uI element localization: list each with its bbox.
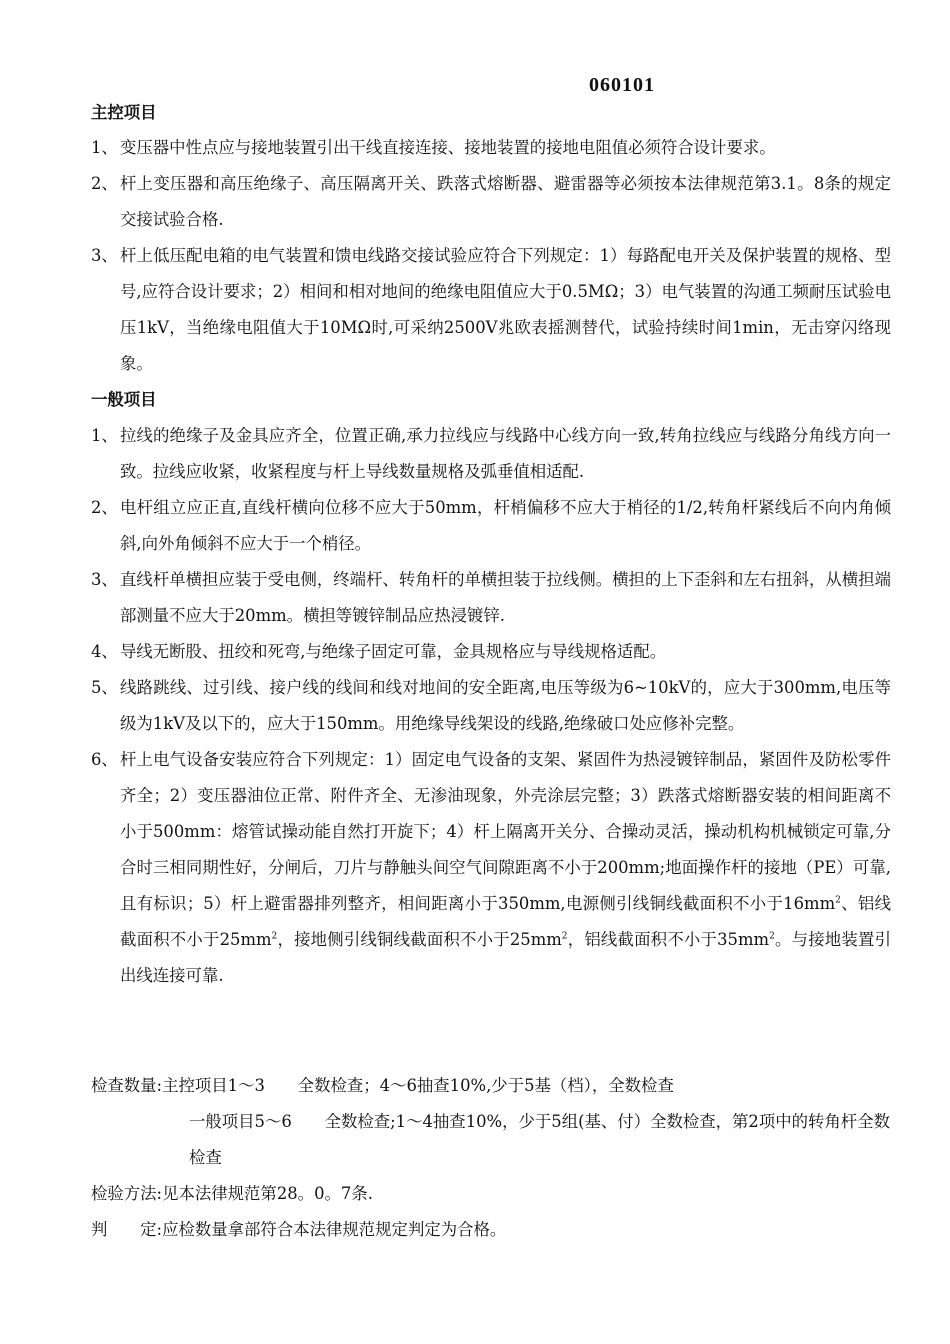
list-item xyxy=(91,742,891,994)
item-text-part: ，铝线截面积不小于35mm xyxy=(567,930,770,949)
item-number: 3、 xyxy=(91,570,118,589)
main-control-list xyxy=(91,130,891,382)
item-text: 线路跳线、过引线、接户线的线间和线对地间的安全距离,电压等级为6~10kV的，应大于300mm,电压等级为1kV及以下的，应大于150mm。用绝缘导线架设的线路,绝缘破口处应修补完整。 xyxy=(120,678,891,733)
item-number: 4、 xyxy=(91,642,118,661)
item-text: 直线杆单横担应装于受电侧，终端杆、转角杆的单横担装于拉线侧。横担的上下歪斜和左右扭斜，从横担端部测量不应大于20mm。横担等镀锌制品应热浸镀锌. xyxy=(120,570,891,625)
inspection-quantity-label: 检查数量: xyxy=(91,1076,163,1095)
inspection-quantity xyxy=(91,1068,891,1176)
superscript: 2 xyxy=(271,931,278,942)
judgment xyxy=(91,1212,891,1248)
superscript: 2 xyxy=(769,931,775,942)
item-number: 5、 xyxy=(91,678,118,697)
item-text xyxy=(120,742,891,994)
item-text: 杆上变压器和高压绝缘子、高压隔离开关、跌落式熔断器、避雷器等必须按本法律规范第3.1。8条的规定交接试验合格. xyxy=(120,174,891,229)
item-number: 6、 xyxy=(91,750,118,769)
item-text: 变压器中性点应与接地装置引出干线直接连接、接地装置的接地电阻值必须符合设计要求。 xyxy=(120,138,776,157)
list-item xyxy=(91,562,891,634)
item-number: 1、 xyxy=(91,426,118,445)
list-item xyxy=(91,418,891,490)
item-text: 杆上低压配电箱的电气装置和馈电线路交接试验应符合下列规定：1）每路配电开关及保护装置的规格、型号,应符合设计要求；2）相间和相对地间的绝缘电阻值应大于0.5MΩ；3）电气装置的沟通工频耐压试验电压1kV，当绝缘电阻值大于10MΩ时,可采纳2500V兆欧表摇测替代，试验持续时间1min，无击穿闪络现象。 xyxy=(120,246,891,373)
list-item xyxy=(91,490,891,562)
main-control-heading: 主控项目 xyxy=(91,103,157,122)
general-items-list xyxy=(91,418,891,994)
item-text-part: 。与接地装置引出线连接可靠. xyxy=(120,930,891,985)
general-items-heading: 一般项目 xyxy=(91,390,157,409)
item-number: 3、 xyxy=(91,246,118,265)
superscript: 2 xyxy=(561,931,568,942)
document-code: 060101 xyxy=(589,74,655,96)
item-text-part: 、铝线截面积不小于25mm xyxy=(120,894,892,949)
inspection-method-text: 见本法律规范第28。0。7条. xyxy=(162,1184,373,1203)
item-text: 拉线的绝缘子及金具应齐全，位置正确,承力拉线应与线路中心线方向一致,转角拉线应与线路分角线方向一致。拉线应收紧，收紧程度与杆上导线数量规格及弧垂值相适配. xyxy=(120,426,891,481)
item-number: 1、 xyxy=(91,138,118,157)
list-item xyxy=(91,238,891,382)
item-number: 2、 xyxy=(91,174,118,193)
item-text: 电杆组立应正直,直线杆横向位移不应大于50mm，杆梢偏移不应大于梢径的1/2,转角杆紧线后不向内角倾斜,向外角倾斜不应大于一个梢径。 xyxy=(120,498,891,553)
list-item xyxy=(91,130,891,166)
superscript: 2 xyxy=(835,895,841,906)
item-text: 导线无断股、扭绞和死弯,与绝缘子固定可靠，金具规格应与导线规格适配。 xyxy=(120,642,667,661)
list-item xyxy=(91,166,891,238)
inspection-method-label: 检验方法: xyxy=(91,1184,163,1203)
item-text-part: ，接地侧引线铜线截面积不小于25mm xyxy=(277,930,562,949)
list-item xyxy=(91,634,891,670)
judgment-label: 判 定: xyxy=(91,1220,163,1239)
judgment-text: 应检数量拿部符合本法律规范规定判定为合格。 xyxy=(162,1220,507,1239)
inspection-method xyxy=(91,1176,891,1212)
inspection-quantity-line2: 一般项目5～6 全数检查;1～4抽查10%，少于5组(基、付）全数检查，第2项中的转角杆全数检查 xyxy=(189,1112,890,1167)
item-number: 2、 xyxy=(91,498,118,517)
inspection-quantity-line1 xyxy=(91,1068,891,1104)
item-text-part: 杆上电气设备安装应符合下列规定：1）固定电气设备的支架、紧固件为热浸镀锌制品，紧固件及防松零件齐全；2）变压器油位正常、附件齐全、无渗油现象，外壳涂层完整；3）跌落式熔断器安装的相间距离不小于500mm：熔管试操动能自然打开旋下；4）杆上隔离开关分、合操动灵活，操动机构机械锁定可靠,分合时三相同期性好，分闸后，刀片与静触头间空气间隙距离不小于200mm;地面操作杆的接地（PE）可靠,且有标识；5）杆上避雷器排列整齐，相间距离小于350mm,电源侧引线铜线截面积不小于16mm xyxy=(120,750,891,913)
inspection-quantity-main: 主控项目1～3 全数检查；4～6抽查10%,少于5基（档），全数检查 xyxy=(162,1076,674,1095)
list-item xyxy=(91,670,891,742)
